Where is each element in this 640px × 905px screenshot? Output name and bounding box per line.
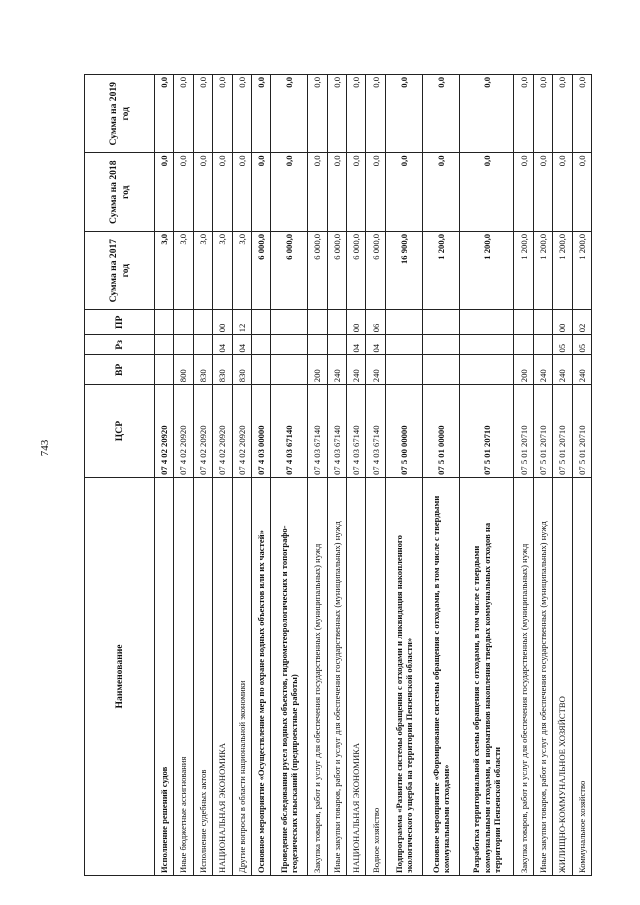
cell-sum-2018: 0,0 — [385, 153, 422, 231]
cell-sum-2019: 0,0 — [213, 75, 232, 154]
cell-csr: 07 4 03 00000 — [251, 385, 270, 478]
cell-sum-2018: 0,0 — [271, 153, 308, 231]
cell-sum-2018: 0,0 — [174, 153, 193, 231]
cell-rz: 04 — [213, 335, 232, 355]
table-row — [514, 75, 533, 876]
cell-csr: 07 5 00 00000 — [385, 385, 422, 478]
cell-pr — [155, 310, 174, 335]
header-vr: ВР — [85, 355, 155, 385]
cell-csr: 07 4 03 67140 — [327, 385, 346, 478]
cell-vr — [271, 355, 308, 385]
table-row — [155, 75, 174, 876]
cell-sum-2017: 1 200,0 — [422, 231, 459, 309]
cell-sum-2017: 1 200,0 — [553, 231, 572, 309]
cell-name: Подпрограмма «Развитие системы обращения с отходами и ликвидация накопленного экологического ущерба на территории Пензенской области» — [385, 477, 422, 875]
cell-pr: 06 — [366, 310, 385, 335]
cell-sum-2019: 0,0 — [271, 75, 308, 154]
cell-name: Другие вопросы в области национальной экономики — [232, 477, 251, 875]
cell-sum-2019: 0,0 — [533, 75, 552, 154]
cell-pr — [193, 310, 212, 335]
cell-vr — [459, 355, 514, 385]
cell-name: НАЦИОНАЛЬНАЯ ЭКОНОМИКА — [213, 477, 232, 875]
cell-pr: 00 — [553, 310, 572, 335]
cell-name: Основное мероприятие «Осуществление мер по охране водных объектов или их частей» — [251, 477, 270, 875]
cell-name: Проведение обследования русел водных объектов, гидрометеорологических и топографо-геодезических изысканий (предпроектные работы) — [271, 477, 308, 875]
cell-pr — [251, 310, 270, 335]
cell-sum-2018: 0,0 — [366, 153, 385, 231]
cell-rz — [271, 335, 308, 355]
cell-sum-2018: 0,0 — [553, 153, 572, 231]
cell-rz — [174, 335, 193, 355]
table-row — [422, 75, 459, 876]
cell-sum-2019: 0,0 — [251, 75, 270, 154]
cell-csr: 07 4 03 67140 — [347, 385, 366, 478]
cell-name: ЖИЛИЩНО-КОММУНАЛЬНОЕ ХОЗЯЙСТВО — [553, 477, 572, 875]
header-sum-2017: Сумма на 2017 год — [85, 231, 155, 309]
cell-vr — [155, 355, 174, 385]
cell-rz — [193, 335, 212, 355]
cell-rz — [385, 335, 422, 355]
cell-sum-2019: 0,0 — [514, 75, 533, 154]
cell-name: Иные закупки товаров, работ и услуг для обеспечения государственных (муниципальных) нужд — [533, 477, 552, 875]
cell-sum-2018: 0,0 — [193, 153, 212, 231]
table-row — [347, 75, 366, 876]
cell-sum-2019: 0,0 — [174, 75, 193, 154]
cell-pr — [385, 310, 422, 335]
cell-sum-2017: 16 900,0 — [385, 231, 422, 309]
header-rz: Рз — [85, 335, 155, 355]
table-row — [572, 75, 591, 876]
cell-vr — [385, 355, 422, 385]
cell-rz — [514, 335, 533, 355]
cell-csr: 07 4 02 20920 — [155, 385, 174, 478]
table-row — [174, 75, 193, 876]
cell-rz — [308, 335, 327, 355]
cell-sum-2019: 0,0 — [385, 75, 422, 154]
cell-rz: 04 — [347, 335, 366, 355]
table-row — [366, 75, 385, 876]
cell-name: Исполнение решений судов — [155, 477, 174, 875]
cell-sum-2019: 0,0 — [347, 75, 366, 154]
cell-sum-2019: 0,0 — [327, 75, 346, 154]
cell-sum-2017: 1 200,0 — [459, 231, 514, 309]
cell-sum-2017: 6 000,0 — [347, 231, 366, 309]
cell-pr: 12 — [232, 310, 251, 335]
cell-sum-2018: 0,0 — [327, 153, 346, 231]
table-row — [553, 75, 572, 876]
header-sum-2019: Сумма на 2019 год — [85, 75, 155, 154]
cell-csr: 07 4 03 67140 — [271, 385, 308, 478]
cell-vr: 240 — [533, 355, 552, 385]
cell-pr — [514, 310, 533, 335]
cell-rz — [422, 335, 459, 355]
cell-sum-2019: 0,0 — [155, 75, 174, 154]
rotated-table-container — [84, 74, 592, 876]
header-sum-2018: Сумма на 2018 год — [85, 153, 155, 231]
cell-sum-2018: 0,0 — [422, 153, 459, 231]
cell-sum-2017: 6 000,0 — [327, 231, 346, 309]
cell-vr: 800 — [174, 355, 193, 385]
cell-vr: 240 — [572, 355, 591, 385]
cell-sum-2017: 6 000,0 — [308, 231, 327, 309]
cell-pr: 00 — [347, 310, 366, 335]
cell-csr: 07 5 01 20710 — [533, 385, 552, 478]
cell-pr — [422, 310, 459, 335]
header-pr: ПР — [85, 310, 155, 335]
cell-sum-2017: 6 000,0 — [366, 231, 385, 309]
cell-name: Закупка товаров, работ и услуг для обеспечения государственных (муниципальных) нужд — [308, 477, 327, 875]
cell-sum-2018: 0,0 — [232, 153, 251, 231]
table-row — [385, 75, 422, 876]
cell-vr — [251, 355, 270, 385]
cell-rz: 04 — [232, 335, 251, 355]
cell-csr: 07 4 03 67140 — [308, 385, 327, 478]
budget-table — [84, 74, 592, 876]
cell-vr: 200 — [308, 355, 327, 385]
cell-sum-2018: 0,0 — [459, 153, 514, 231]
cell-vr: 240 — [366, 355, 385, 385]
cell-sum-2019: 0,0 — [308, 75, 327, 154]
header-csr: ЦСР — [85, 385, 155, 478]
cell-vr: 830 — [193, 355, 212, 385]
cell-sum-2017: 3,0 — [174, 231, 193, 309]
table-row — [193, 75, 212, 876]
cell-sum-2017: 1 200,0 — [514, 231, 533, 309]
cell-sum-2019: 0,0 — [459, 75, 514, 154]
cell-sum-2019: 0,0 — [193, 75, 212, 154]
cell-sum-2017: 1 200,0 — [533, 231, 552, 309]
cell-name: Закупка товаров, работ и услуг для обеспечения государственных (муниципальных) нужд — [514, 477, 533, 875]
cell-sum-2018: 0,0 — [533, 153, 552, 231]
cell-csr: 07 5 01 20710 — [553, 385, 572, 478]
cell-csr: 07 4 02 20920 — [213, 385, 232, 478]
cell-sum-2017: 3,0 — [193, 231, 212, 309]
table-row — [271, 75, 308, 876]
cell-sum-2017: 1 200,0 — [572, 231, 591, 309]
table-row — [213, 75, 232, 876]
cell-name: Основное мероприятие «Формирование системы обращения с отходами, в том числе с твердыми коммунальными отходами» — [422, 477, 459, 875]
cell-sum-2018: 0,0 — [155, 153, 174, 231]
cell-vr: 830 — [232, 355, 251, 385]
cell-sum-2018: 0,0 — [251, 153, 270, 231]
cell-sum-2019: 0,0 — [553, 75, 572, 154]
cell-rz — [533, 335, 552, 355]
cell-name: Водное хозяйство — [366, 477, 385, 875]
cell-sum-2017: 3,0 — [213, 231, 232, 309]
cell-sum-2019: 0,0 — [232, 75, 251, 154]
table-row — [251, 75, 270, 876]
cell-rz: 05 — [553, 335, 572, 355]
cell-pr — [174, 310, 193, 335]
cell-pr: 02 — [572, 310, 591, 335]
cell-sum-2017: 3,0 — [232, 231, 251, 309]
table-row — [459, 75, 514, 876]
cell-name: Разработка территориальной схемы обращения с отходами, в том числе с твердыми коммунальными отходами, и нормативов накопления твердых коммунальных отходов на территории Пензенской области — [459, 477, 514, 875]
cell-rz: 04 — [366, 335, 385, 355]
cell-csr: 07 4 02 20920 — [193, 385, 212, 478]
cell-sum-2017: 6 000,0 — [271, 231, 308, 309]
cell-sum-2017: 3,0 — [155, 231, 174, 309]
cell-vr: 240 — [347, 355, 366, 385]
cell-sum-2018: 0,0 — [572, 153, 591, 231]
cell-pr — [459, 310, 514, 335]
cell-rz — [327, 335, 346, 355]
cell-vr: 830 — [213, 355, 232, 385]
cell-name: НАЦИОНАЛЬНАЯ ЭКОНОМИКА — [347, 477, 366, 875]
cell-vr: 200 — [514, 355, 533, 385]
cell-csr: 07 4 02 20920 — [232, 385, 251, 478]
cell-csr: 07 4 03 67140 — [366, 385, 385, 478]
cell-vr — [422, 355, 459, 385]
cell-csr: 07 5 01 20710 — [459, 385, 514, 478]
cell-csr: 07 5 01 20710 — [514, 385, 533, 478]
cell-vr: 240 — [553, 355, 572, 385]
cell-csr: 07 4 02 20920 — [174, 385, 193, 478]
table-row — [232, 75, 251, 876]
cell-sum-2017: 6 000,0 — [251, 231, 270, 309]
table-header-row — [85, 75, 155, 876]
cell-vr: 240 — [327, 355, 346, 385]
table-row — [533, 75, 552, 876]
cell-rz — [155, 335, 174, 355]
cell-name: Коммунальное хозяйство — [572, 477, 591, 875]
cell-pr — [308, 310, 327, 335]
cell-csr: 07 5 01 20710 — [572, 385, 591, 478]
page-number: 743 — [39, 439, 51, 457]
cell-sum-2019: 0,0 — [422, 75, 459, 154]
table-row — [327, 75, 346, 876]
cell-sum-2019: 0,0 — [366, 75, 385, 154]
cell-pr — [327, 310, 346, 335]
header-name: Наименование — [85, 477, 155, 875]
cell-rz — [459, 335, 514, 355]
cell-sum-2019: 0,0 — [572, 75, 591, 154]
cell-name: Иные закупки товаров, работ и услуг для обеспечения государственных (муниципальных) нужд — [327, 477, 346, 875]
cell-pr — [271, 310, 308, 335]
cell-sum-2018: 0,0 — [308, 153, 327, 231]
cell-rz: 05 — [572, 335, 591, 355]
cell-sum-2018: 0,0 — [514, 153, 533, 231]
cell-name: Иные бюджетные ассигнования — [174, 477, 193, 875]
cell-csr: 07 5 01 00000 — [422, 385, 459, 478]
table-body — [155, 75, 592, 876]
cell-rz — [251, 335, 270, 355]
cell-sum-2018: 0,0 — [213, 153, 232, 231]
cell-pr: 00 — [213, 310, 232, 335]
cell-pr — [533, 310, 552, 335]
cell-sum-2018: 0,0 — [347, 153, 366, 231]
table-row — [308, 75, 327, 876]
cell-name: Исполнение судебных актов — [193, 477, 212, 875]
